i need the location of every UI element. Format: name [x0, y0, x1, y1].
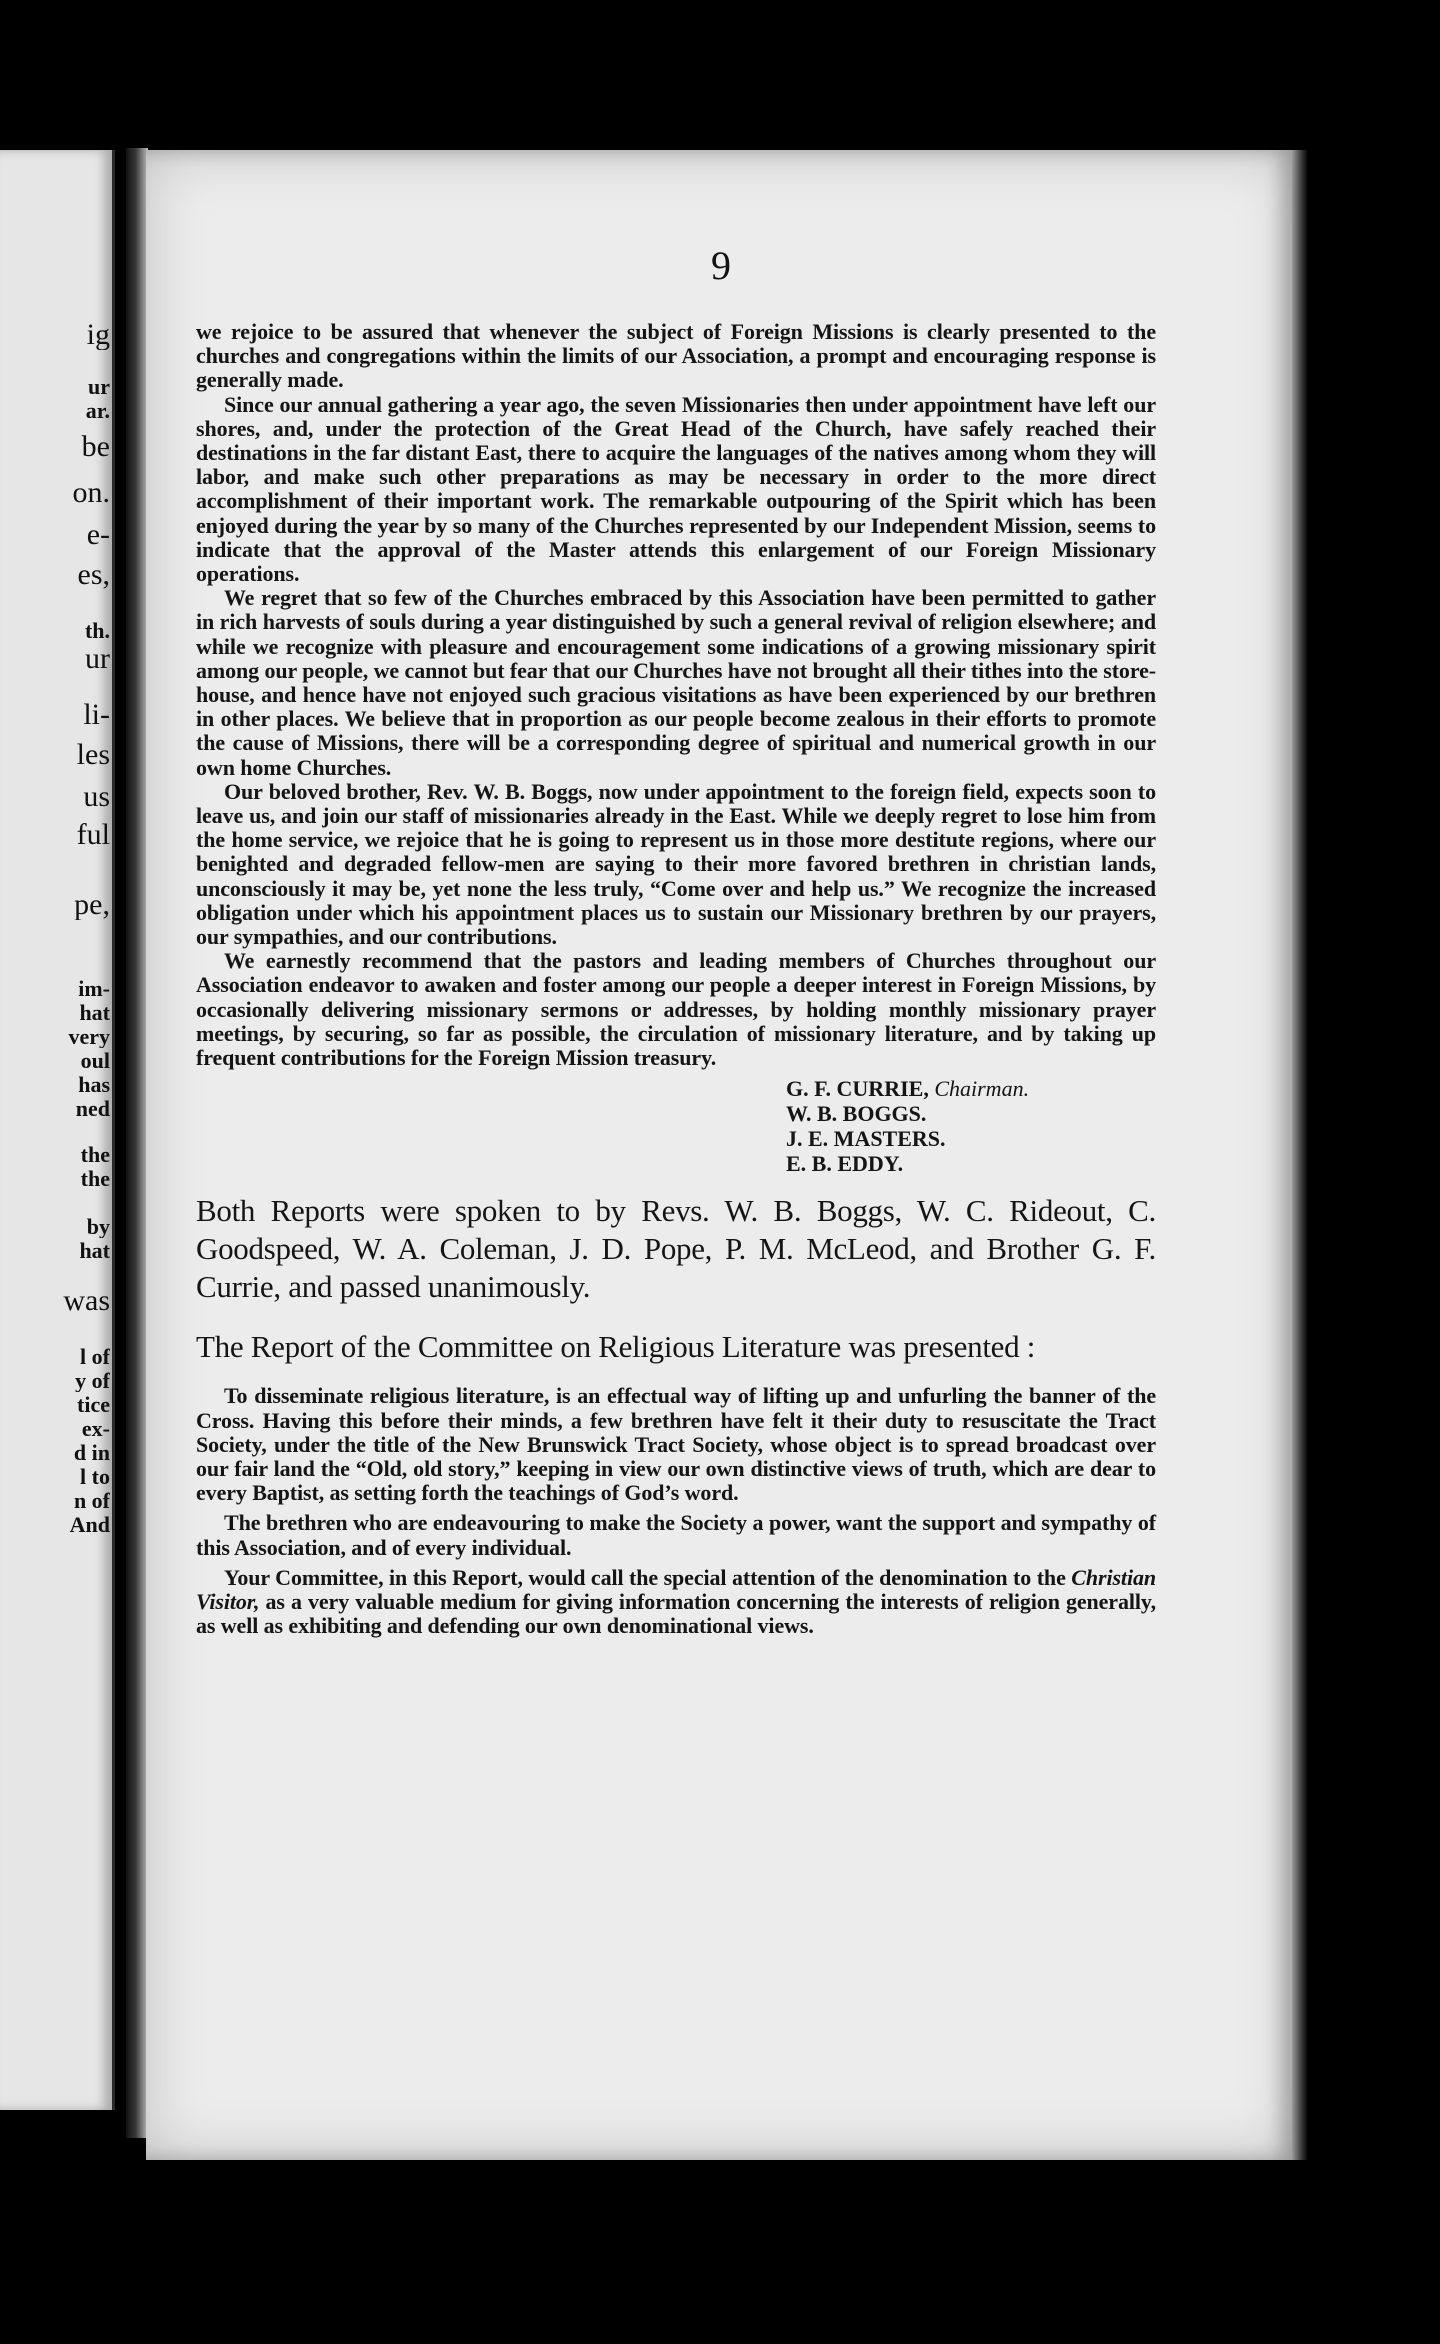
- facing-page-text-fragment: hat: [79, 1240, 110, 1262]
- facing-page-text-fragment: li-: [83, 700, 110, 730]
- facing-page-text-fragment: im-: [78, 978, 110, 1000]
- facing-page-text-fragment: l of: [80, 1346, 110, 1368]
- facing-page-text-fragment: es,: [77, 560, 110, 590]
- facing-page-text-fragment: ur: [88, 376, 110, 398]
- facing-page-text-fragment: has: [78, 1074, 110, 1096]
- facing-page-text-fragment: hat: [79, 1002, 110, 1024]
- facing-page-text-fragment: ned: [75, 1098, 110, 1120]
- facing-page-text-fragment: l to: [80, 1466, 110, 1488]
- signatory: J. E. MASTERS.: [786, 1126, 946, 1152]
- paragraph-christian-visitor: Your Committee, in this Report, would call the special attention of the denomination to the Christian Visitor, as a very valuable medium for giving information concerning the interests of religion generally, as well as exhibiting and defending our own denominational views.: [196, 1564, 1156, 1639]
- facing-page-text-fragment: ar.: [85, 400, 110, 422]
- facing-page-fragment: [0, 150, 115, 2110]
- facing-page-text-fragment: And: [69, 1514, 110, 1536]
- book-page: [146, 150, 1296, 2160]
- facing-page-text-fragment: us: [83, 782, 110, 812]
- facing-page-text-fragment: ig: [86, 320, 110, 350]
- book-gutter: [126, 148, 148, 2138]
- facing-page-text-fragment: ex-: [81, 1418, 110, 1440]
- facing-page-text-fragment: was: [63, 1286, 110, 1316]
- paragraph-society-support: The brethren who are endeavouring to make the Society a power, want the support and sympathy of this Association, and of every individual.: [196, 1510, 1156, 1560]
- facing-page-text-fragment: be: [81, 432, 110, 462]
- facing-page-text-fragment: n of: [73, 1490, 110, 1512]
- paragraph-boggs-appointment: Our beloved brother, Rev. W. B. Boggs, now under appointment to the foreign field, expects soon to leave us, and join our staff of missionaries already in the East. While we deeply regret to lose him from the home service, we rejoice that he is going to represent us in those more destitute regions, where our benighted and degraded fellow-men are saying to their more favored brethren in christian lands, unconsciously it may be, yet none the less truly, “Come over and help us.” We recognize the increased obligation under which his appointment places us to sustain our Missionary brethren by our prayers, our sympathies, and our contributions.: [196, 778, 1156, 950]
- facing-page-text-fragment: y of: [75, 1370, 110, 1392]
- publication-title: Christian Visitor,: [196, 1564, 1156, 1614]
- facing-page-text-fragment: pe,: [74, 890, 110, 920]
- facing-page-text-fragment: les: [76, 740, 110, 770]
- facing-page-text-fragment: the: [80, 1144, 110, 1166]
- facing-page-text-fragment: tice: [77, 1394, 110, 1416]
- reports-statement: Both Reports were spoken to by Revs. W. B. Boggs, W. C. Rideout, C. Goodspeed, W. A. Coleman, J. D. Pope, P. M. McLeod, and Brother G. F. Currie, and passed unanimously.: [196, 1193, 1156, 1305]
- page-edge-shadow: [1292, 150, 1308, 2160]
- facing-page-text-fragment: by: [86, 1216, 110, 1238]
- facing-page-text-fragment: very: [68, 1026, 110, 1048]
- facing-page-text-fragment: on.: [72, 478, 110, 508]
- facing-page-text-fragment: ful: [76, 820, 110, 850]
- page-number: 9: [711, 243, 731, 288]
- page-content: [196, 320, 1156, 1638]
- signature-block: [786, 1076, 1156, 1176]
- paragraph-churches-regret: We regret that so few of the Churches embraced by this Association have been permitted to gather in rich harvests of souls during a year distinguished by such a general revival of religion elsewhere; and while we recognize with pleasure and encouragement some indications of a growing missionary spirit among our people, we cannot but fear that our Churches have not brought all their tithes into the store-house, and hence have not enjoyed such gracious visitations as have been experienced by our brethren in other places. We believe that in proportion as our people become zealous in their efforts to promote the cause of Missions, there will be a corresponding degree of spiritual and numerical growth in our own home Churches.: [196, 585, 1156, 780]
- facing-page-text-fragment: d in: [73, 1442, 110, 1464]
- facing-page-text-fragment: oul: [80, 1050, 110, 1072]
- signatory: G. F. CURRIE, Chairman.: [786, 1076, 1030, 1102]
- paragraph-foreign-missions-intro: we rejoice to be assured that whenever the subject of Foreign Missions is clearly presented to the churches and congregations within the limits of our Association, a prompt and encouraging response is generally made.: [196, 319, 1156, 393]
- signatory: W. B. BOGGS.: [786, 1101, 927, 1127]
- facing-page-text-fragment: e-: [86, 520, 110, 550]
- facing-page-text-fragment: ur: [85, 644, 110, 674]
- paragraph-disseminate-literature: To disseminate religious literature, is an effectual way of lifting up and unfurling the banner of the Cross. Having this before their minds, a few brethren have felt it their duty to resuscitate the Tract Society, under the title of the New Brunswick Tract Society, whose object is to spread broadcast over our fair land the “Old, old story,” keeping in view our own distinctive views of truth, which are dear to every Baptist, as setting forth the teachings of God’s word.: [196, 1383, 1156, 1506]
- paragraph-missionaries-departed: Since our annual gathering a year ago, the seven Missionaries then under appointment have left our shores, and, under the protection of the Great Head of the Church, have safely reached their destinations in the far distant East, there to acquire the languages of the natives among whom they will labor, and make such other preparations as may be necessary in order to the more direct accomplishment of their important work. The remarkable outpouring of the Spirit which has been enjoyed during the year by so many of the Churches represented by our Independent Mission, seems to indicate that the approval of the Master attends this enlargement of our Foreign Missionary operations.: [196, 391, 1156, 587]
- facing-page-text-fragment: the: [80, 1168, 110, 1190]
- literature-report-heading: The Report of the Committee on Religious Literature was presented :: [196, 1329, 1036, 1365]
- signatory: E. B. EDDY.: [786, 1151, 904, 1177]
- paragraph-recommendation: We earnestly recommend that the pastors and leading members of Churches throughout our Association endeavor to awaken and foster among our people a deeper interest in Foreign Missions, by occasionally delivering missionary sermons or addresses, by holding monthly missionary prayer meetings, by securing, so far as possible, the circulation of missionary literature, and by taking up frequent contributions for the Foreign Mission treasury.: [196, 948, 1156, 1071]
- facing-page-text-fragment: th.: [84, 620, 110, 642]
